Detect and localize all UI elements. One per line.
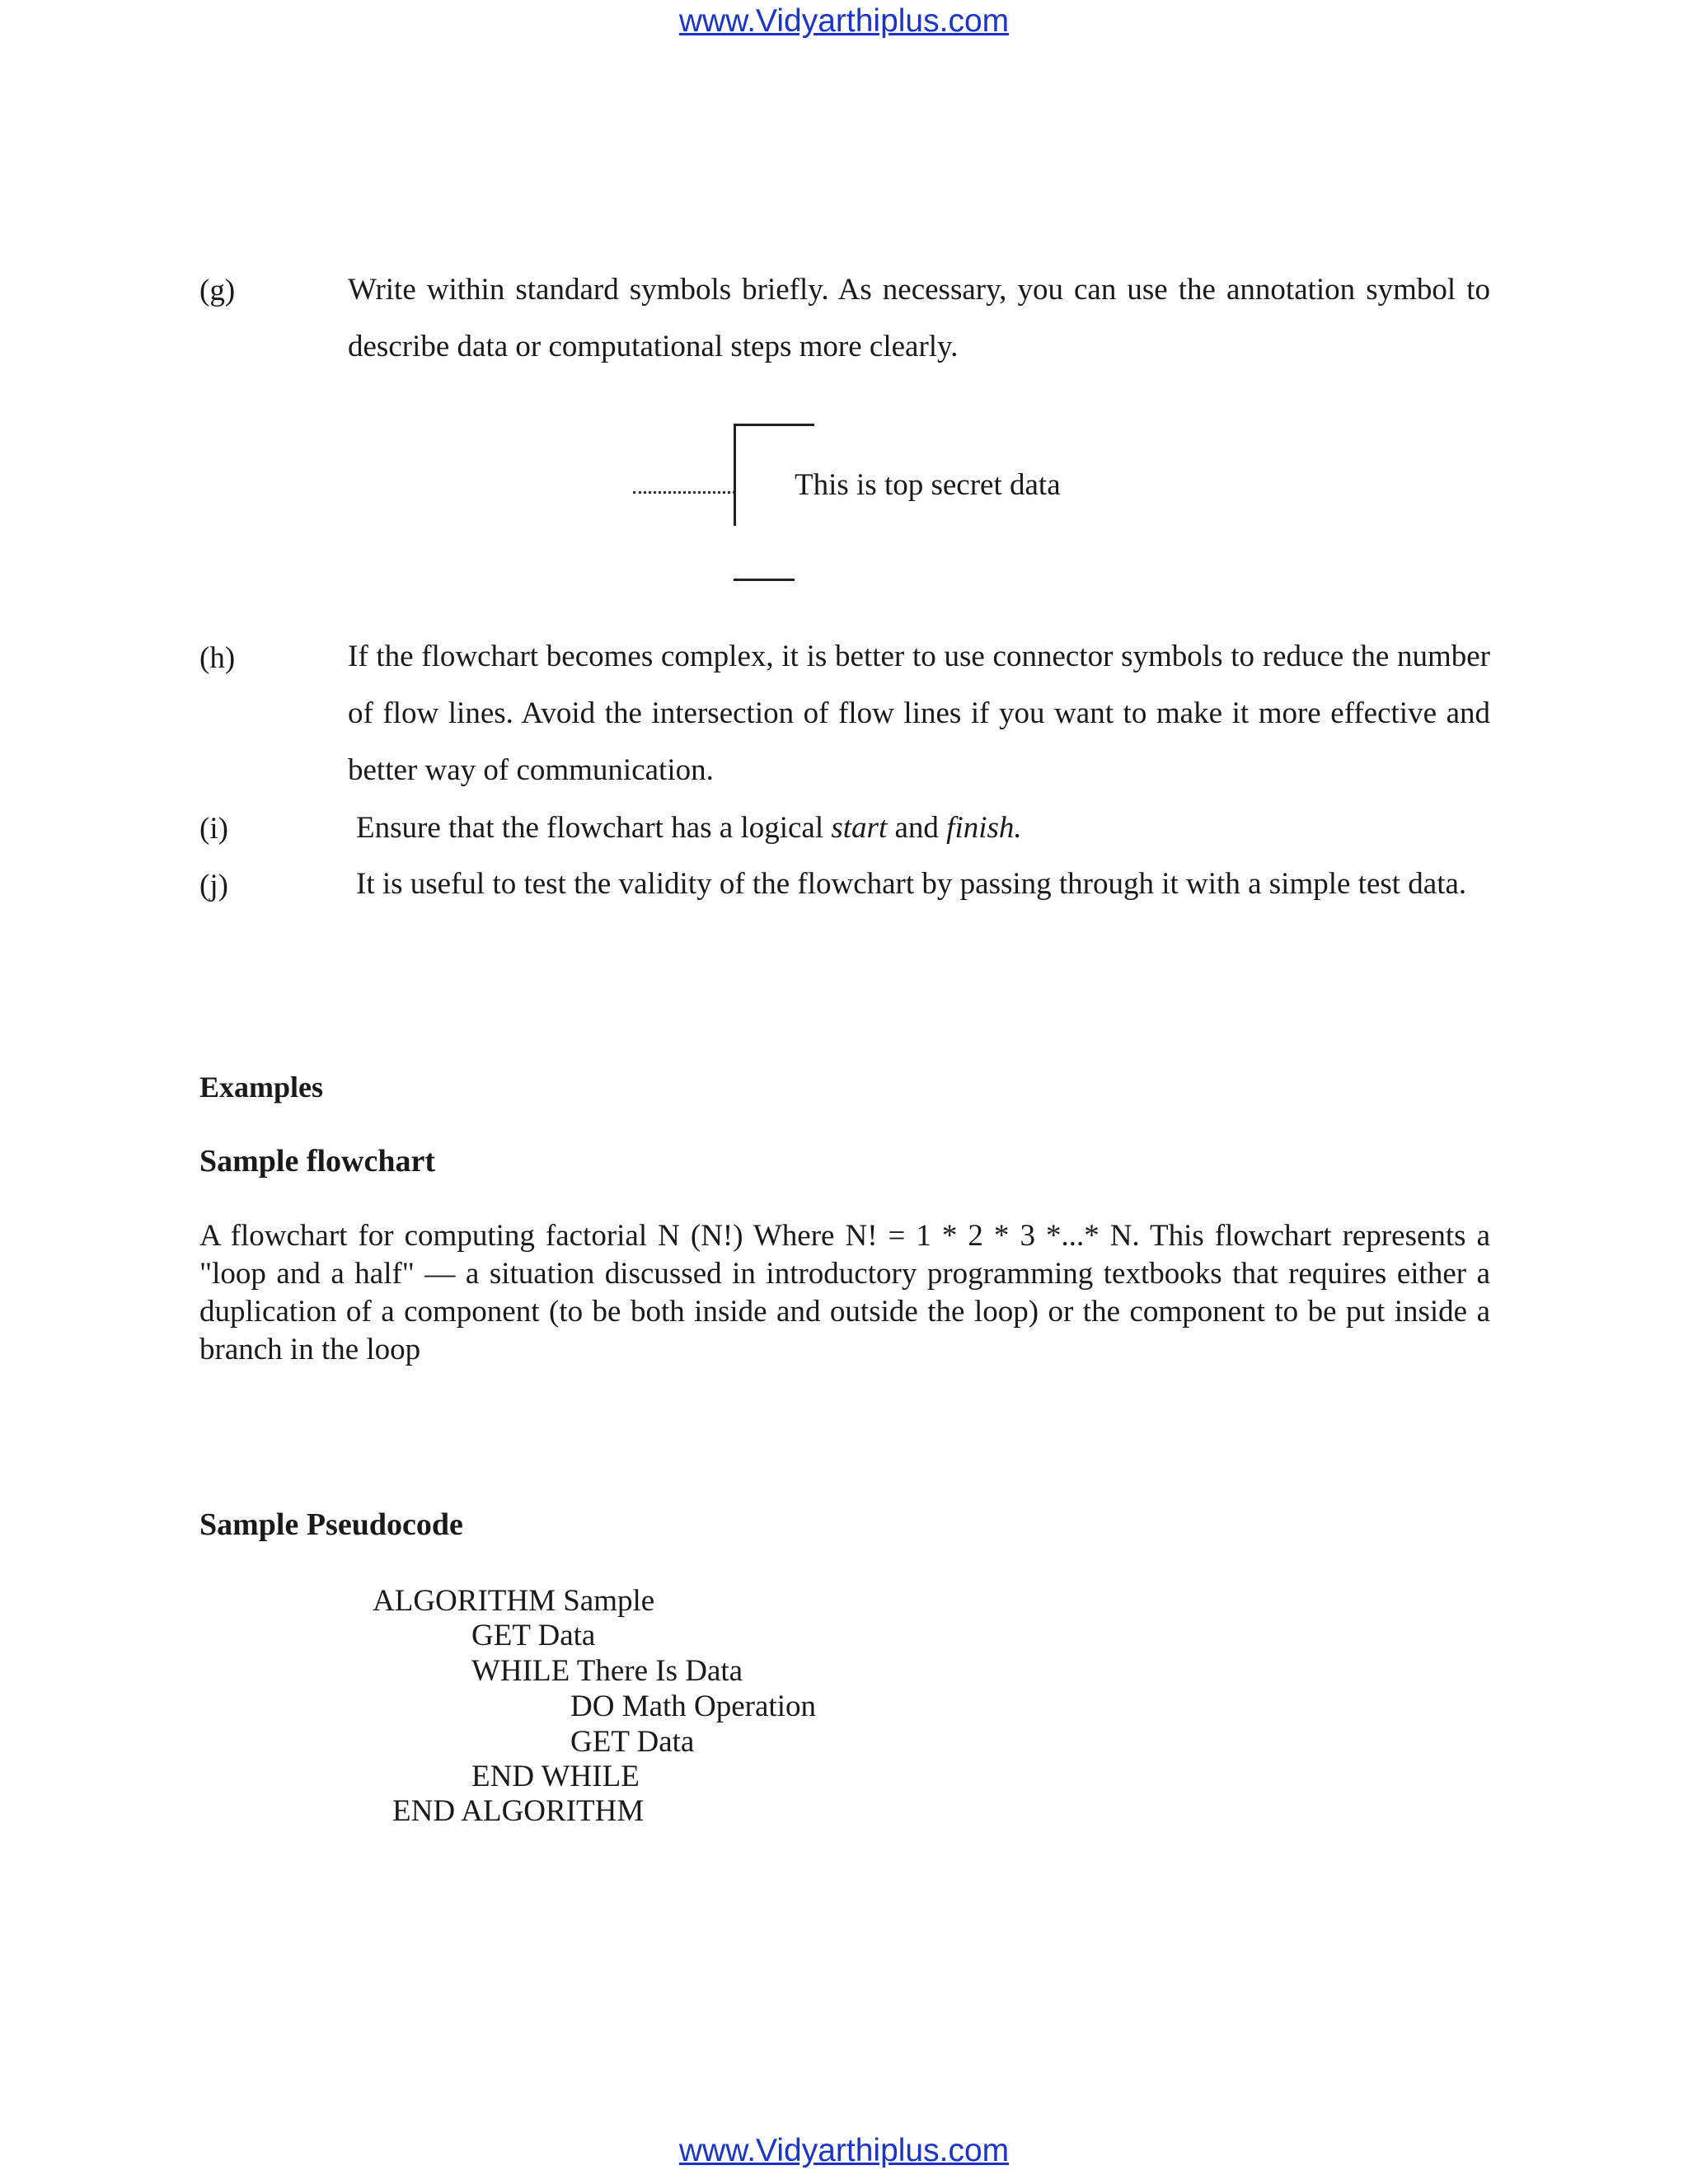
pseudocode-line: ALGORITHM Sample [373,1584,655,1618]
pseudocode-line: GET Data [471,1619,596,1652]
annotation-bracket-bottom [734,579,795,581]
pseudocode-line: GET Data [570,1725,695,1759]
annotation-text: This is top secret data [795,468,1061,502]
pseudocode-line: DO Math Operation [570,1690,816,1723]
rule-h-marker: (h) [199,641,236,675]
pseudocode-line: END WHILE [471,1760,640,1793]
annotation-bracket-vertical [734,424,736,526]
rule-j-text: It is useful to test the validity of the flowchart by passing through it with a simple test data. [356,867,1467,901]
rule-i-finish-word: finish. [946,811,1022,845]
rule-i-text [356,799,1490,856]
flowchart-description: A flowchart for computing factorial N (N!) Where N! = 1 * 2 * 3 *...* N. This flowchart represents a "loop and a half" — a situation discussed in introductory programming textbooks that requires either a duplication of a component (to be both inside and outside the loop) or the component to be put inside a branch in the loop [199,1219,1490,1366]
rule-g-text: Write within standard symbols briefly. As necessary, you can use the annotation symbol to describe data or computational steps more clearly. [348,273,1490,363]
rule-g-marker: (g) [199,274,236,307]
sample-pseudocode-heading: Sample Pseudocode [199,1507,463,1542]
annotation-bracket-top [734,424,814,426]
pseudocode-line: END ALGORITHM [392,1794,645,1828]
footer-site-link[interactable]: www.Vidyarthiplus.com [678,2133,1010,2168]
rule-i-start-word: start [831,811,888,845]
sample-flowchart-heading: Sample flowchart [199,1144,436,1179]
rule-j-marker: (j) [199,869,228,902]
pseudocode-line: WHILE There Is Data [471,1654,743,1688]
rule-i-text-before: Ensure that the flowchart has a logical [356,811,832,845]
rule-h-text: If the flowchart becomes complex, it is better to use connector symbols to reduce the number of flow lines. Avoid the intersection of flow lines if you want to make it more effective and better way of communication. [348,640,1490,787]
header-site-link[interactable]: www.Vidyarthiplus.com [678,3,1010,39]
rule-i-marker: (i) [199,812,228,846]
examples-heading: Examples [199,1071,324,1104]
annotation-dotted-connector [633,491,735,494]
rule-i-text-middle: and [887,811,947,845]
